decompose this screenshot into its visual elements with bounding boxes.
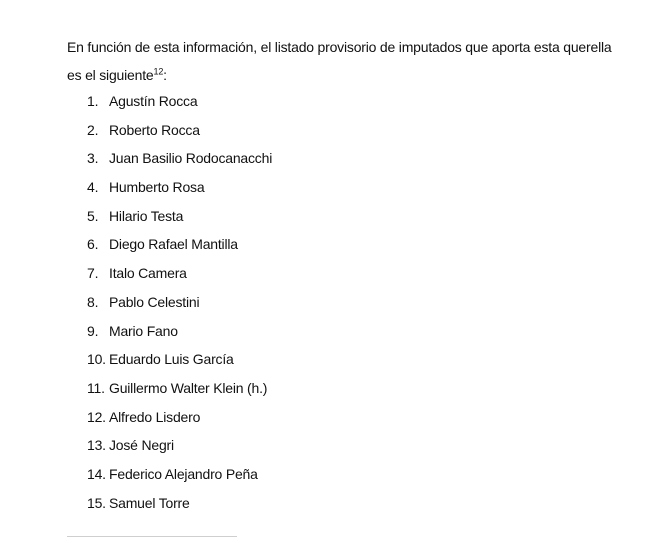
list-item xyxy=(87,202,272,231)
list-item xyxy=(87,403,272,432)
list-item-name: Mario Fano xyxy=(109,322,178,339)
footnote-separator xyxy=(67,536,237,537)
list-item xyxy=(87,489,272,518)
list-item-number: 11. xyxy=(87,379,105,396)
list-item xyxy=(87,374,272,403)
list-item-name: Diego Rafael Mantilla xyxy=(109,236,238,253)
list-item-number: 6. xyxy=(87,236,99,253)
list-item-number: 2. xyxy=(87,121,99,138)
list-item-name: Italo Camera xyxy=(109,265,187,282)
list-item-number: 12. xyxy=(87,408,106,425)
list-item-name: Guillermo Walter Klein (h.) xyxy=(109,379,268,396)
intro-paragraph xyxy=(67,33,627,89)
intro-text: En función de esta información, el listado provisorio de imputados que aporta esta querella es el siguiente xyxy=(67,39,612,83)
list-item-number: 3. xyxy=(87,150,99,167)
list-item-number: 13. xyxy=(87,437,106,454)
list-item-number: 14. xyxy=(87,465,106,482)
list-item-name: Eduardo Luis García xyxy=(109,351,234,368)
list-item xyxy=(87,87,272,116)
list-item xyxy=(87,144,272,173)
list-item xyxy=(87,431,272,460)
list-item-number: 7. xyxy=(87,265,99,282)
list-item-number: 8. xyxy=(87,293,99,310)
list-item-number: 10. xyxy=(87,351,106,368)
list-item-number: 1. xyxy=(87,93,99,109)
footnote-reference[interactable]: 12 xyxy=(153,66,164,77)
list-item xyxy=(87,116,272,145)
list-item xyxy=(87,288,272,317)
list-item-number: 9. xyxy=(87,322,99,339)
list-item-name: Hilario Testa xyxy=(109,207,184,224)
defendant-list xyxy=(87,87,272,517)
list-item-name: Alfredo Lisdero xyxy=(109,408,201,425)
list-item xyxy=(87,460,272,489)
list-item-number: 4. xyxy=(87,179,99,196)
list-item-name: Federico Alejandro Peña xyxy=(109,465,258,482)
list-item-name: José Negri xyxy=(109,437,174,454)
list-item xyxy=(87,259,272,288)
intro-trailing: : xyxy=(163,67,167,83)
list-item xyxy=(87,317,272,346)
list-item-name: Samuel Torre xyxy=(109,494,190,511)
list-item-name: Juan Basilio Rodocanacchi xyxy=(109,150,273,167)
list-item-number: 15. xyxy=(87,494,106,511)
list-item-name: Humberto Rosa xyxy=(109,179,205,196)
list-item xyxy=(87,230,272,259)
list-item-name: Roberto Rocca xyxy=(109,121,200,138)
list-item xyxy=(87,173,272,202)
list-item xyxy=(87,345,272,374)
list-item-name: Pablo Celestini xyxy=(109,293,200,310)
list-item-number: 5. xyxy=(87,207,99,224)
list-item-name: Agustín Rocca xyxy=(109,93,198,109)
